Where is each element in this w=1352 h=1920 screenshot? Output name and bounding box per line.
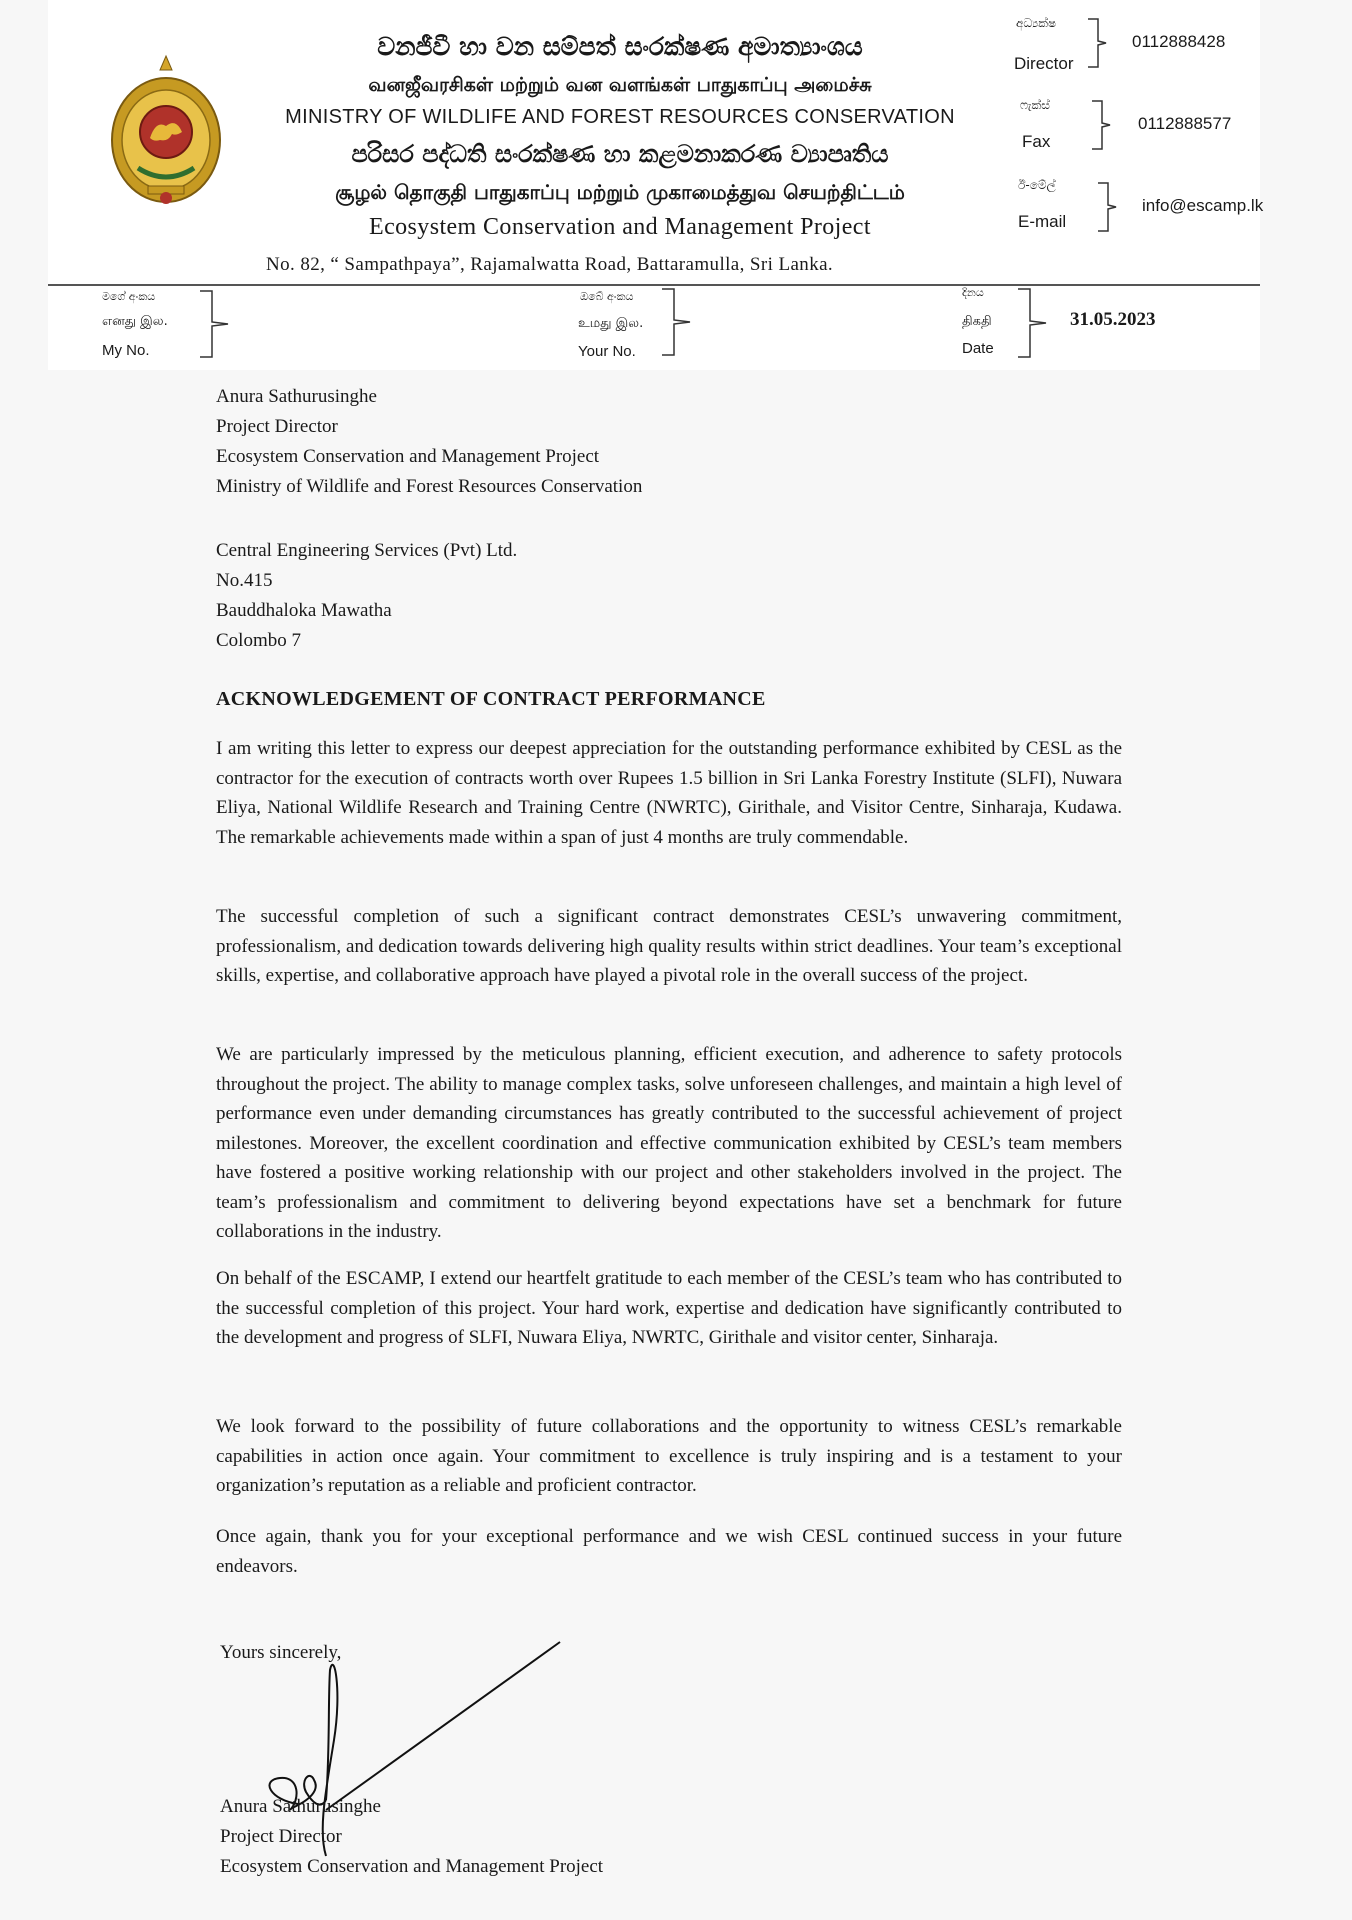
body-paragraph: I am writing this letter to express our deepest appreciation for the outstanding performance exhibited by CESL as the contractor for the execution of contracts worth over Rupees 1.5 billion in Sri Lanka Forestry Institute (SLFI), Nuwara Eliya, National Wildlife Research and Training Centre (NWRTC), Girithale, and Visitor Centre, Sinharaja, Kudawa. The remarkable achievements made within a span of just 4 months are truly commendable. <box>216 738 1122 848</box>
date-label-sinhala: දිනය <box>962 286 984 299</box>
body-paragraph: On behalf of the ESCAMP, I extend our heartfelt gratitude to each member of the CESL’s team who has contributed to the successful completion of this project. Your hard work, expertise and dedication have significantly contributed to the development and progress of SLFI, Nuwara Eliya, NWRTC, Girithale and visitor center, Sinharaja. <box>216 1268 1122 1348</box>
my-no-label: My No. <box>102 342 150 359</box>
signatory-name: Anura Sathurusinghe <box>220 1796 381 1817</box>
ministry-name-english: MINISTRY OF WILDLIFE AND FOREST RESOURCES CONSERVATION <box>285 106 955 128</box>
body-paragraph: We look forward to the possibility of future collaborations and the opportunity to witness CESL’s remarkable capabilities in action once again. Your commitment to excellence is truly inspiring and is a testament to your organization’s reputation as a reliable and proficient contractor. <box>216 1416 1122 1496</box>
ministry-name-tamil: வனஜீவரசிகள் மற்றும் வன வளங்கள் பாதுகாப்பு அமைச்சு <box>368 74 872 96</box>
email-label-sinhala: ඊ-මේල් <box>1018 178 1056 192</box>
email-address: info@escamp.lk <box>1142 196 1264 215</box>
recipient-company: Central Engineering Services (Pvt) Ltd. <box>216 540 518 561</box>
your-no-label-sinhala: ඔබේ අංකය <box>580 290 634 303</box>
body-paragraph: We are particularly impressed by the meticulous planning, efficient execution, and adherence to safety protocols throughout the project. The ability to manage complex tasks, solve unforeseen challenges, and maintain a high level of performance even under demanding circumstances has greatly contributed to the successful achievement of project milestones. Moreover, the excellent coordination and effective communication exhibited by CESL’s team members have fostered a positive working relationship with our project and other stakeholders involved in the project. The team’s professionalism and commitment to delivering beyond expectations have set a benchmark for future collaborations in the industry. <box>216 1044 1122 1242</box>
sri-lanka-emblem-icon <box>108 48 224 208</box>
fax-brace-icon <box>1090 100 1114 150</box>
body-paragraph: Once again, thank you for your exceptional performance and we wish CESL continued success in your future endeavors. <box>216 1526 1122 1577</box>
fax-label-sinhala: ෆැක්ස් <box>1020 98 1050 112</box>
project-name-english: Ecosystem Conservation and Management Project <box>369 214 871 240</box>
email-brace-icon <box>1096 182 1120 232</box>
body-paragraph: The successful completion of such a significant contract demonstrates CESL’s unwavering commitment, professionalism, and dedication towards delivering high quality results within strict deadlines. Your team’s exceptional skills, expertise, and collaborative approach have played a pivotal role in the overall success of the project. <box>216 906 1122 986</box>
letter-subject: ACKNOWLEDGEMENT OF CONTRACT PERFORMANCE <box>216 688 766 710</box>
sender-title: Project Director <box>216 416 338 437</box>
sender-project: Ecosystem Conservation and Management Project <box>216 446 600 467</box>
fax-label: Fax <box>1022 132 1051 151</box>
your-no-label-tamil: உமது இல. <box>578 316 644 331</box>
director-label: Director <box>1014 54 1074 73</box>
director-brace-icon <box>1086 18 1110 68</box>
office-address: No. 82, “ Sampathpaya”, Rajamalwatta Road, Battaramulla, Sri Lanka. <box>266 254 834 275</box>
salutation: Yours sincerely, <box>220 1642 342 1663</box>
sender-name: Anura Sathurusinghe <box>216 386 377 407</box>
fax-number: 0112888577 <box>1138 114 1232 133</box>
header-divider <box>48 284 1260 286</box>
recipient-street-no: No.415 <box>216 570 273 591</box>
project-name-sinhala: පරිසර පද්ධති සංරක්ෂණ හා කළමනාකරණ ව්‍යාපෘතිය <box>351 140 889 168</box>
your-no-label: Your No. <box>578 343 636 360</box>
date-label: Date <box>962 340 994 357</box>
email-label: E-mail <box>1018 212 1067 231</box>
signatory-title: Project Director <box>220 1826 342 1847</box>
ministry-name-sinhala: වනජීවී හා වන සම්පත් සංරක්ෂණ අමාත්‍යාංශය <box>377 32 863 61</box>
project-name-tamil: சூழல் தொகுதி பாதுகாப்பு மற்றும் முகாமைத்துவ செயற்திட்டம் <box>335 180 905 204</box>
my-no-label-sinhala: මගේ අංකය <box>102 290 156 303</box>
director-phone: 0112888428 <box>1132 32 1226 51</box>
my-no-brace-icon <box>198 290 232 358</box>
signatory-organization: Ecosystem Conservation and Management Project <box>220 1856 604 1877</box>
director-label-sinhala: අධ්‍යක්ෂ <box>1016 16 1057 30</box>
recipient-street: Bauddhaloka Mawatha <box>216 600 392 621</box>
sender-ministry: Ministry of Wildlife and Forest Resources Conservation <box>216 476 643 497</box>
date-brace-icon <box>1016 288 1050 358</box>
date-label-tamil: திகதி <box>962 314 992 329</box>
your-no-brace-icon <box>660 288 694 356</box>
my-no-label-tamil: எனது இல. <box>102 314 168 329</box>
letter-date: 31.05.2023 <box>1070 309 1156 330</box>
recipient-city: Colombo 7 <box>216 630 301 651</box>
